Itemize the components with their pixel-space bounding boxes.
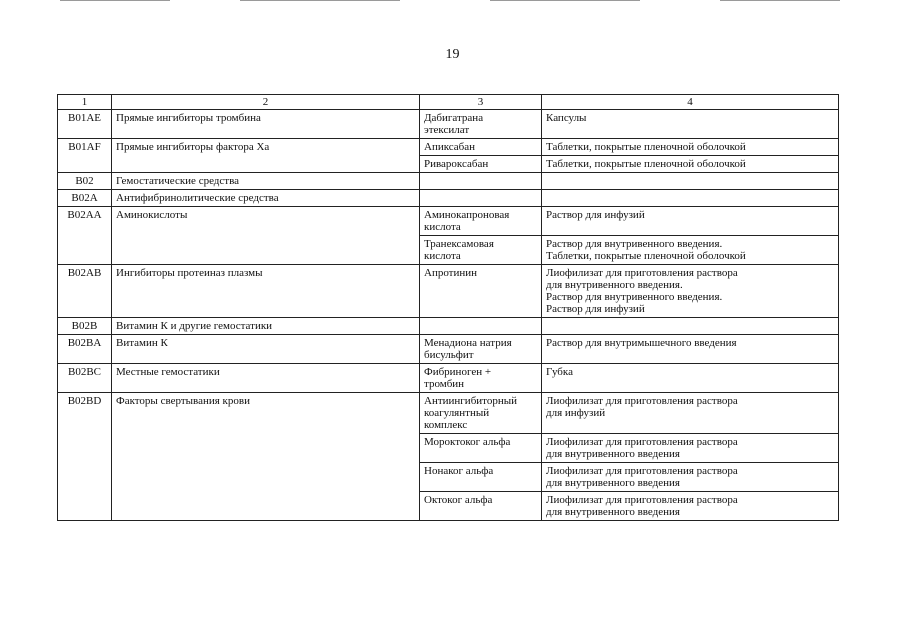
top-edge-line (240, 0, 400, 1)
dosage-form: Раствор для инфузий (542, 207, 839, 236)
dosage-form: Капсулы (542, 110, 839, 139)
table-row (58, 207, 839, 236)
page-number: 19 (445, 47, 460, 62)
group-name: Прямые ингибиторы фактора Ха (112, 139, 420, 173)
top-edge-line (60, 0, 170, 1)
drug-name: Октоког альфа (420, 492, 542, 521)
table-row (58, 173, 839, 190)
atc-code: B02A (58, 190, 112, 207)
top-edge-line (720, 0, 840, 1)
group-name: Аминокислоты (112, 207, 420, 265)
drug-name: Апротинин (420, 265, 542, 318)
dosage-form (542, 318, 839, 335)
atc-code: B02AB (58, 265, 112, 318)
atc-code: B02AA (58, 207, 112, 265)
drug-name: Антиингибиторный коагулянтный комплекс (420, 393, 542, 434)
dosage-form (542, 173, 839, 190)
dosage-form: Лиофилизат для приготовления раствора для инфузий (542, 393, 839, 434)
drug-name: Фибриноген + тромбин (420, 364, 542, 393)
header-col-2: 2 (112, 95, 420, 110)
dosage-form: Лиофилизат для приготовления раствора для внутривенного введения (542, 434, 839, 463)
group-name: Местные гемостатики (112, 364, 420, 393)
drug-name: Дабигатрана этексилат (420, 110, 542, 139)
dosage-form: Лиофилизат для приготовления раствора для внутривенного введения (542, 492, 839, 521)
header-col-1: 1 (58, 95, 112, 110)
table-row (58, 110, 839, 139)
group-name: Прямые ингибиторы тромбина (112, 110, 420, 139)
group-name: Антифибринолитические средства (112, 190, 420, 207)
dosage-form: Таблетки, покрытые пленочной оболочкой (542, 139, 839, 156)
table-row (58, 265, 839, 318)
dosage-form: Лиофилизат для приготовления раствора для внутривенного введения (542, 463, 839, 492)
atc-code: B02BC (58, 364, 112, 393)
table-row (58, 364, 839, 393)
drug-classification-table (57, 94, 839, 521)
atc-code: B02BD (58, 393, 112, 521)
drug-name (420, 318, 542, 335)
dosage-form: Губка (542, 364, 839, 393)
drug-name: Менадиона натрия бисульфит (420, 335, 542, 364)
table-row (58, 190, 839, 207)
table-header-row (58, 95, 839, 110)
table-row (58, 318, 839, 335)
atc-code: B02B (58, 318, 112, 335)
table-row (58, 393, 839, 434)
dosage-form (542, 190, 839, 207)
drug-name (420, 190, 542, 207)
group-name: Витамин К и другие гемостатики (112, 318, 420, 335)
atc-code: B02BA (58, 335, 112, 364)
atc-code: B01AF (58, 139, 112, 173)
dosage-form: Таблетки, покрытые пленочной оболочкой (542, 156, 839, 173)
table-row (58, 139, 839, 156)
dosage-form: Раствор для внутривенного введения. Таблетки, покрытые пленочной оболочкой (542, 236, 839, 265)
table-row (58, 335, 839, 364)
top-edge-line (490, 0, 640, 1)
dosage-form: Лиофилизат для приготовления раствора для внутривенного введения. Раствор для внутривенного введения. Раствор для инфузий (542, 265, 839, 318)
drug-name: Мороктоког альфа (420, 434, 542, 463)
drug-name (420, 173, 542, 190)
drug-name: Ривароксабан (420, 156, 542, 173)
group-name: Факторы свертывания крови (112, 393, 420, 521)
group-name: Витамин К (112, 335, 420, 364)
drug-name: Транексамовая кислота (420, 236, 542, 265)
drug-name: Аминокапроновая кислота (420, 207, 542, 236)
atc-code: B02 (58, 173, 112, 190)
header-col-3: 3 (420, 95, 542, 110)
dosage-form: Раствор для внутримышечного введения (542, 335, 839, 364)
group-name: Ингибиторы протеиназ плазмы (112, 265, 420, 318)
header-col-4: 4 (542, 95, 839, 110)
drug-name: Апиксабан (420, 139, 542, 156)
atc-code: B01AE (58, 110, 112, 139)
group-name: Гемостатические средства (112, 173, 420, 190)
drug-name: Нонаког альфа (420, 463, 542, 492)
